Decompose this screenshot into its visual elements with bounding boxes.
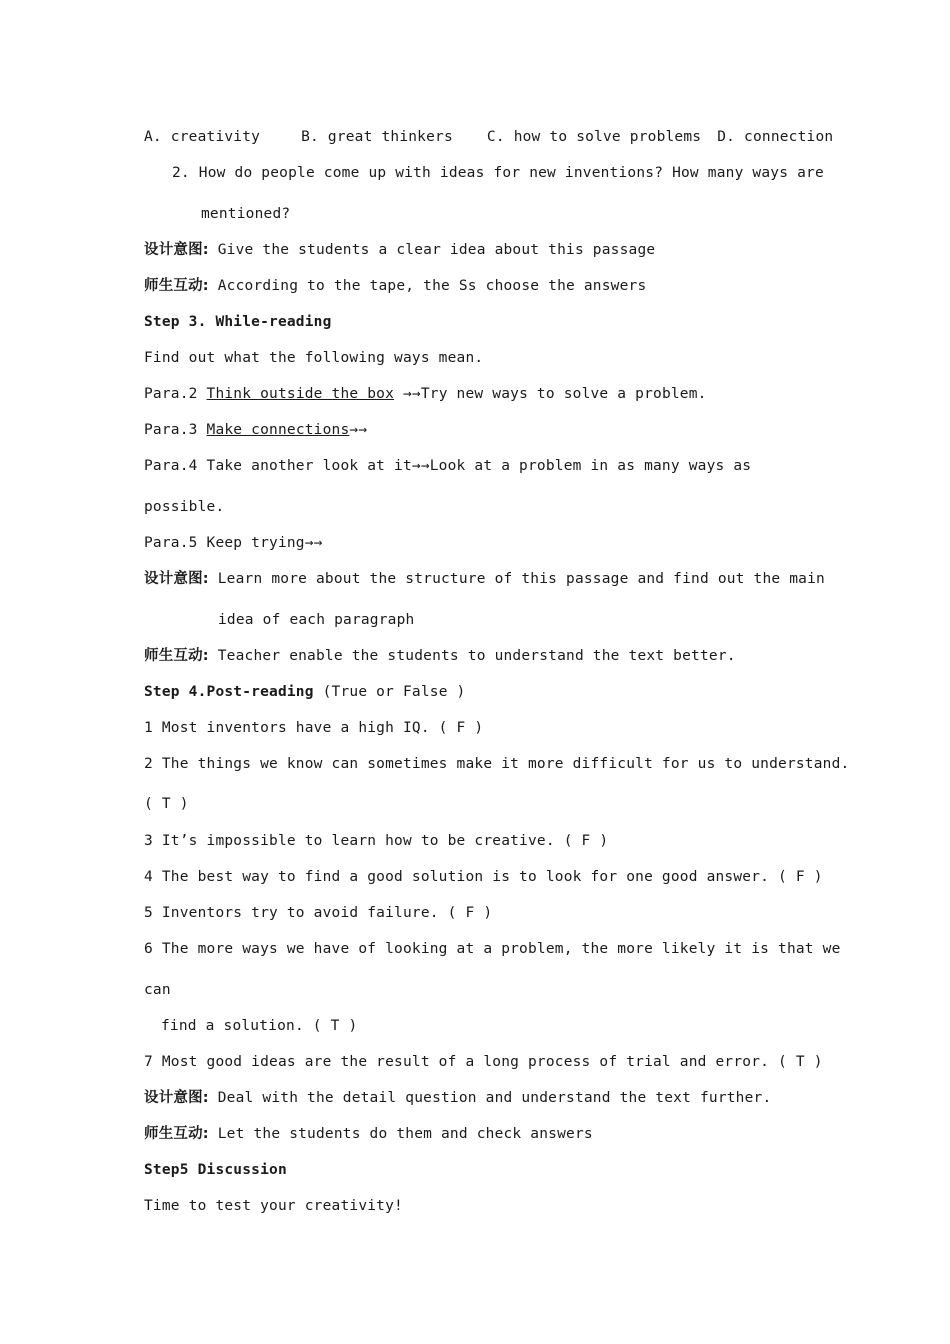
interaction-3 <box>144 1124 593 1144</box>
para-label: Para.3 <box>144 422 207 438</box>
find-out-instruction: Find out what the following ways mean. <box>144 350 484 366</box>
para-phrase: Think outside the box <box>206 386 395 402</box>
para-meaning: →→Try new ways to solve a problem. <box>394 386 707 402</box>
design-intent-label: 设计意图: <box>144 571 209 587</box>
para-meaning: →→ <box>349 422 368 438</box>
tf-statement-6-cont: can <box>144 982 171 998</box>
tf-statement-6: 6 The more ways we have of looking at a problem, the more likely it is that we <box>144 941 841 957</box>
step-5-heading: Step5 Discussion <box>144 1162 287 1178</box>
design-intent-3 <box>144 1088 771 1108</box>
design-intent-1 <box>144 240 655 260</box>
design-intent-label: 设计意图: <box>144 1090 209 1106</box>
para-phrase: Make connections <box>206 422 350 438</box>
creativity-prompt: Time to test your creativity! <box>144 1198 403 1214</box>
step-4-subtitle: (True or False ) <box>313 684 466 700</box>
interaction-1 <box>144 276 646 296</box>
tf-statement-3: 3 It’s impossible to learn how to be creative. ( F ) <box>144 833 609 849</box>
option-b: B. great thinkers <box>301 129 453 145</box>
design-intent-text: Learn more about the structure of this passage and find out the main <box>217 571 825 587</box>
design-intent-text: Give the students a clear idea about this passage <box>217 242 656 258</box>
design-intent-text: Deal with the detail question and understand the text further. <box>217 1090 772 1106</box>
interaction-label: 师生互动: <box>144 648 209 664</box>
tf-statement-5: 5 Inventors try to avoid failure. ( F ) <box>144 905 493 921</box>
para-label: Para.2 <box>144 386 207 402</box>
interaction-text: Teacher enable the students to understand the text better. <box>217 648 736 664</box>
option-d: D. connection <box>717 129 834 145</box>
question-2-line-2: mentioned? <box>201 206 291 222</box>
interaction-text: According to the tape, the Ss choose the answers <box>217 278 647 294</box>
design-intent-2 <box>144 569 825 589</box>
interaction-label: 师生互动: <box>144 278 209 294</box>
option-c: C. how to solve problems <box>486 129 702 145</box>
design-intent-2-line-2: idea of each paragraph <box>218 612 415 628</box>
tf-statement-7: 7 Most good ideas are the result of a long process of trial and error. ( T ) <box>144 1054 823 1070</box>
para-4-line-1: Para.4 Take another look at it→→Look at a problem in as many ways as <box>144 458 752 474</box>
answer-options <box>144 127 833 147</box>
tf-statement-6-end: find a solution. ( T ) <box>161 1018 358 1034</box>
step-3-heading: Step 3. While-reading <box>144 314 332 330</box>
question-2-line-1: 2. How do people come up with ideas for new inventions? How many ways are <box>172 165 824 181</box>
option-a: A. creativity <box>144 129 261 145</box>
interaction-label: 师生互动: <box>144 1126 209 1142</box>
step-4-title: Step 4.Post-reading <box>144 684 314 700</box>
tf-statement-4: 4 The best way to find a good solution is to look for one good answer. ( F ) <box>144 869 823 885</box>
para-2-line <box>144 384 707 404</box>
design-intent-label: 设计意图: <box>144 242 209 258</box>
para-5-line: Para.5 Keep trying→→ <box>144 535 323 551</box>
para-4-line-2: possible. <box>144 499 225 515</box>
para-3-line <box>144 420 367 440</box>
tf-statement-1: 1 Most inventors have a high IQ. ( F ) <box>144 720 484 736</box>
tf-statement-2-answer: ( T ) <box>144 796 189 812</box>
tf-statement-2: 2 The things we know can sometimes make it more difficult for us to understand. <box>144 756 850 772</box>
step-4-heading <box>144 682 465 702</box>
interaction-2 <box>144 646 736 666</box>
interaction-text: Let the students do them and check answers <box>217 1126 593 1142</box>
